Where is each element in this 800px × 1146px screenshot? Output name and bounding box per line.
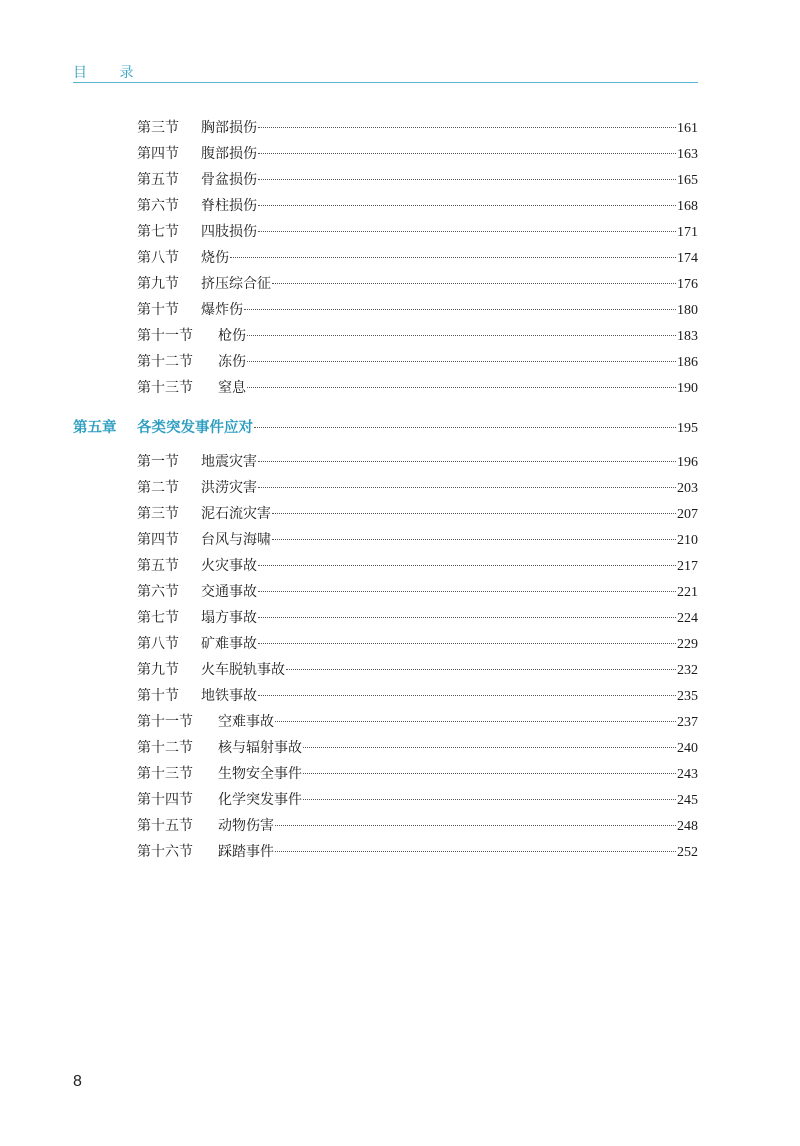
dot-leader [275, 721, 676, 722]
chapter-title: 各类突发事件应对 [137, 420, 253, 436]
dot-leader [258, 153, 676, 154]
section-page-number: 240 [677, 741, 698, 756]
section-title: 爆炸伤 [201, 302, 243, 318]
section-title: 烧伤 [201, 250, 229, 266]
section-title: 动物伤害 [218, 818, 274, 834]
section-title: 地铁事故 [201, 688, 257, 704]
dot-leader [254, 427, 676, 428]
section-title: 四肢损伤 [201, 224, 257, 240]
section-page-number: 248 [677, 819, 698, 834]
toc-chapter-entry[interactable] [73, 418, 698, 439]
section-number: 第七节 [137, 610, 179, 626]
section-number: 第七节 [137, 224, 179, 240]
dot-leader [258, 643, 676, 644]
dot-leader [286, 669, 676, 670]
toc-section-entry[interactable] [137, 712, 698, 733]
section-title: 塌方事故 [201, 610, 257, 626]
section-number: 第九节 [137, 662, 179, 678]
dot-leader [258, 617, 676, 618]
section-page-number: 180 [677, 303, 698, 318]
running-header: 目 录 [73, 65, 148, 81]
section-number: 第十四节 [137, 792, 193, 808]
section-title: 火灾事故 [201, 558, 257, 574]
dot-leader [272, 283, 676, 284]
section-number: 第十五节 [137, 818, 193, 834]
toc-section-entry[interactable] [137, 738, 698, 759]
toc-section-entry[interactable] [137, 660, 698, 681]
section-page-number: 174 [677, 251, 698, 266]
section-number: 第九节 [137, 276, 179, 292]
toc-section-entry[interactable] [137, 634, 698, 655]
page-number: 8 [73, 1073, 82, 1090]
section-page-number: 183 [677, 329, 698, 344]
section-number: 第六节 [137, 584, 179, 600]
section-title: 挤压综合征 [201, 276, 271, 292]
section-page-number: 217 [677, 559, 698, 574]
section-page-number: 196 [677, 455, 698, 470]
dot-leader [272, 539, 676, 540]
dot-leader [247, 335, 676, 336]
section-page-number: 232 [677, 663, 698, 678]
section-number: 第三节 [137, 120, 179, 136]
toc-section-entry[interactable] [137, 582, 698, 603]
dot-leader [258, 487, 676, 488]
section-number: 第八节 [137, 250, 179, 266]
section-page-number: 235 [677, 689, 698, 704]
section-page-number: 221 [677, 585, 698, 600]
dot-leader [247, 387, 676, 388]
dot-leader [275, 851, 676, 852]
section-page-number: 252 [677, 845, 698, 860]
toc-section-entry[interactable] [137, 274, 698, 295]
section-number: 第十一节 [137, 714, 193, 730]
section-page-number: 224 [677, 611, 698, 626]
section-number: 第四节 [137, 532, 179, 548]
toc-section-entry[interactable] [137, 530, 698, 551]
section-number: 第四节 [137, 146, 179, 162]
toc-section-entry[interactable] [137, 352, 698, 373]
section-title: 化学突发事件 [218, 792, 302, 808]
section-title: 冻伤 [218, 354, 246, 370]
dot-leader [275, 825, 676, 826]
section-title: 空难事故 [218, 714, 274, 730]
section-number: 第十一节 [137, 328, 193, 344]
dot-leader [258, 695, 676, 696]
toc-section-entry[interactable] [137, 504, 698, 525]
section-title: 踩踏事件 [218, 844, 274, 860]
section-page-number: 165 [677, 173, 698, 188]
dot-leader [258, 565, 676, 566]
section-title: 脊柱损伤 [201, 198, 257, 214]
toc-section-entry[interactable] [137, 842, 698, 863]
section-number: 第十二节 [137, 354, 193, 370]
section-title: 生物安全事件 [218, 766, 302, 782]
section-page-number: 203 [677, 481, 698, 496]
section-page-number: 207 [677, 507, 698, 522]
dot-leader [244, 309, 676, 310]
toc-section-entry[interactable] [137, 326, 698, 347]
dot-leader [258, 461, 676, 462]
toc-section-entry[interactable] [137, 248, 698, 269]
section-title: 泥石流灾害 [201, 506, 271, 522]
section-number: 第十六节 [137, 844, 193, 860]
dot-leader [258, 205, 676, 206]
toc-section-entry[interactable] [137, 686, 698, 707]
section-title: 火车脱轨事故 [201, 662, 285, 678]
section-title: 枪伤 [218, 328, 246, 344]
section-title: 腹部损伤 [201, 146, 257, 162]
toc-section-entry[interactable] [137, 478, 698, 499]
section-page-number: 190 [677, 381, 698, 396]
section-title: 窒息 [218, 380, 246, 396]
toc-section-entry[interactable] [137, 300, 698, 321]
dot-leader [258, 591, 676, 592]
section-title: 矿难事故 [201, 636, 257, 652]
toc-section-entry[interactable] [137, 196, 698, 217]
section-page-number: 243 [677, 767, 698, 782]
section-number: 第五节 [137, 558, 179, 574]
dot-leader [247, 361, 676, 362]
section-page-number: 168 [677, 199, 698, 214]
section-page-number: 163 [677, 147, 698, 162]
section-page-number: 245 [677, 793, 698, 808]
section-title: 地震灾害 [201, 454, 257, 470]
toc-section-entry[interactable] [137, 452, 698, 473]
dot-leader [258, 127, 676, 128]
toc-section-entry[interactable] [137, 144, 698, 165]
section-number: 第八节 [137, 636, 179, 652]
dot-leader [303, 773, 676, 774]
section-title: 骨盆损伤 [201, 172, 257, 188]
dot-leader [303, 747, 676, 748]
section-title: 核与辐射事故 [218, 740, 302, 756]
dot-leader [258, 231, 676, 232]
section-number: 第二节 [137, 480, 179, 496]
toc-section-entry[interactable] [137, 608, 698, 629]
section-title: 交通事故 [201, 584, 257, 600]
section-number: 第三节 [137, 506, 179, 522]
section-page-number: 186 [677, 355, 698, 370]
section-page-number: 210 [677, 533, 698, 548]
toc-section-entry[interactable] [137, 816, 698, 837]
header-rule [73, 82, 698, 83]
section-number: 第一节 [137, 454, 179, 470]
section-number: 第十节 [137, 302, 179, 318]
section-number: 第十二节 [137, 740, 193, 756]
section-page-number: 237 [677, 715, 698, 730]
section-page-number: 161 [677, 121, 698, 136]
section-title: 洪涝灾害 [201, 480, 257, 496]
dot-leader [230, 257, 676, 258]
chapter-number: 第五章 [73, 420, 117, 436]
dot-leader [303, 799, 676, 800]
toc-section-entry[interactable] [137, 378, 698, 399]
section-number: 第五节 [137, 172, 179, 188]
dot-leader [272, 513, 676, 514]
section-page-number: 229 [677, 637, 698, 652]
toc-section-entry[interactable] [137, 556, 698, 577]
section-number: 第十三节 [137, 766, 193, 782]
toc-section-entry[interactable] [137, 170, 698, 191]
dot-leader [258, 179, 676, 180]
section-title: 胸部损伤 [201, 120, 257, 136]
toc-section-entry[interactable] [137, 790, 698, 811]
section-number: 第六节 [137, 198, 179, 214]
toc-section-entry[interactable] [137, 764, 698, 785]
section-page-number: 176 [677, 277, 698, 292]
chapter-page-number: 195 [677, 421, 698, 436]
toc-section-entry[interactable] [137, 118, 698, 139]
section-number: 第十节 [137, 688, 179, 704]
section-number: 第十三节 [137, 380, 193, 396]
section-title: 台风与海啸 [201, 532, 271, 548]
toc-section-entry[interactable] [137, 222, 698, 243]
section-page-number: 171 [677, 225, 698, 240]
